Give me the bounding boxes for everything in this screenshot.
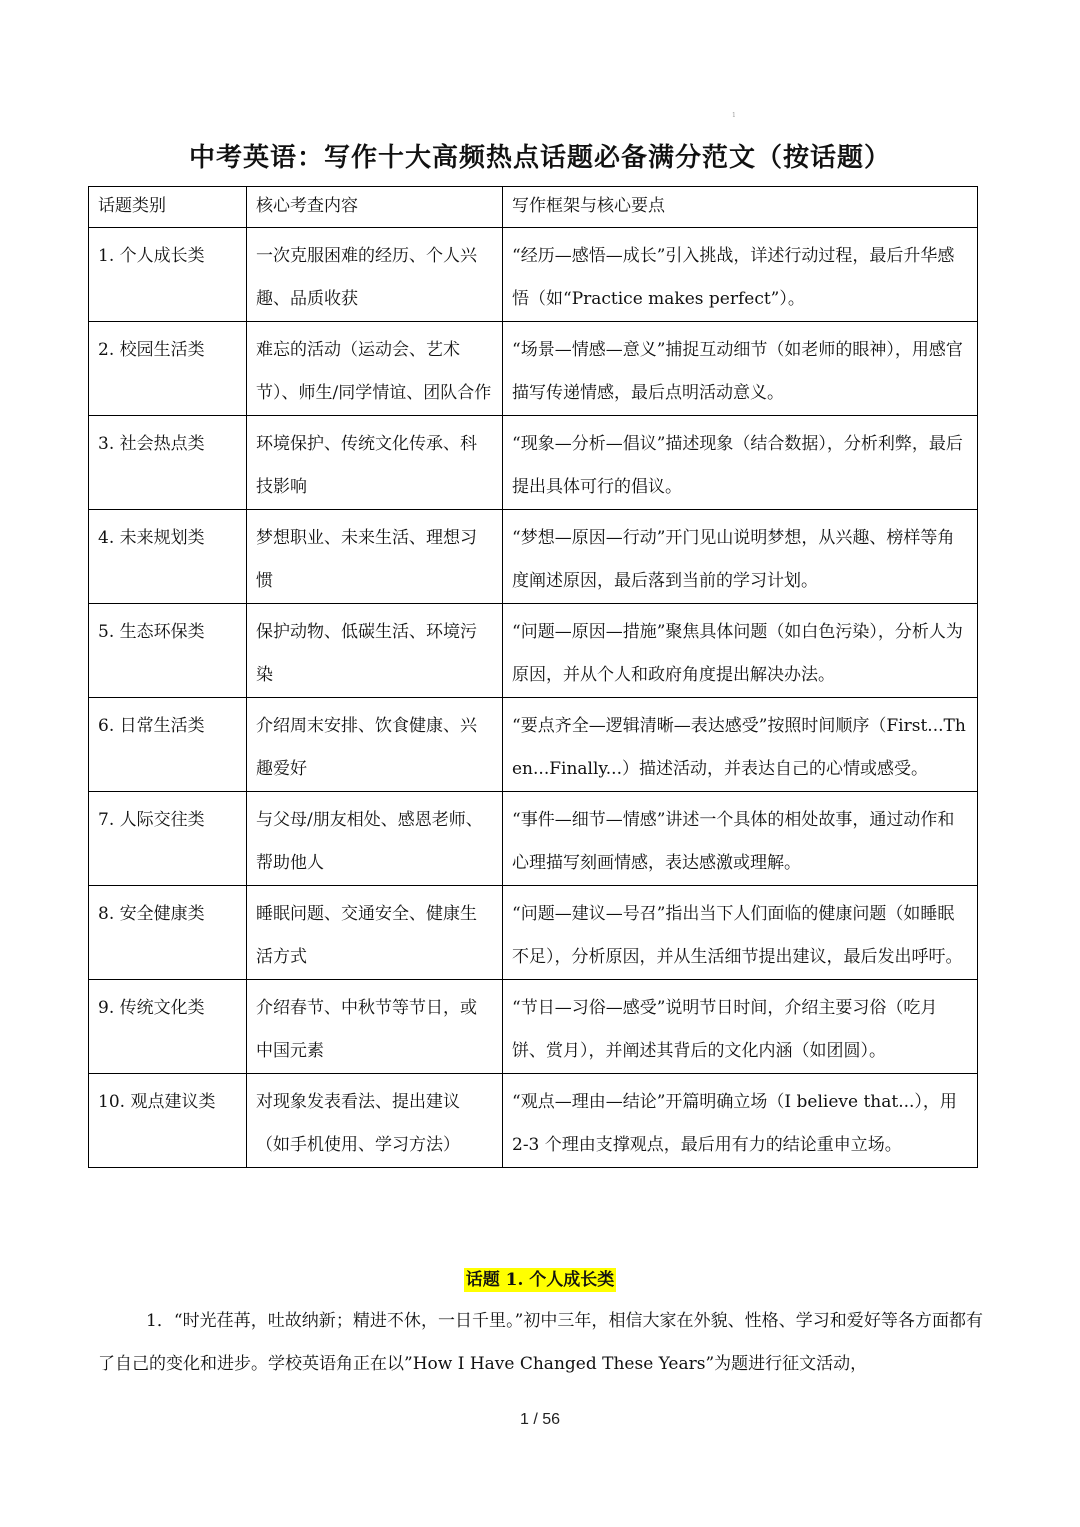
topic-content: 介绍春节、中秋节等节日，或中国元素 [247,980,503,1074]
topic-framework: “梦想—原因—行动”开门见山说明梦想，从兴趣、榜样等角度阐述原因，最后落到当前的学习计划。 [503,510,978,604]
corner-mark: 1 [732,112,736,119]
table-row [89,980,978,1074]
topic-content: 环境保护、传统文化传承、科技影响 [247,416,503,510]
topic-category: 4. 未来规划类 [89,510,247,604]
topic-category: 1. 个人成长类 [89,228,247,322]
topic-framework: “问题—原因—措施”聚焦具体问题（如白色污染），分析人为原因，并从个人和政府角度提出解决办法。 [503,604,978,698]
topic-framework: “事件—细节—情感”讲述一个具体的相处故事，通过动作和心理描写刻画情感，表达感激或理解。 [503,792,978,886]
page-title: 中考英语：写作十大高频热点话题必备满分范文（按话题） [188,143,891,173]
topic-category: 5. 生态环保类 [89,604,247,698]
topic-content: 一次克服困难的经历、个人兴趣、品质收获 [247,228,503,322]
topic-framework: “经历—感悟—成长”引入挑战，详述行动过程，最后升华感悟（如“Practice makes perfect”）。 [503,228,978,322]
topic-category: 9. 传统文化类 [89,980,247,1074]
table-row [89,698,978,792]
topic-content: 保护动物、低碳生活、环境污染 [247,604,503,698]
topic-category: 2. 校园生活类 [89,322,247,416]
table-row [89,886,978,980]
table-row [89,510,978,604]
topic-framework: “场景—情感—意义”捕捉互动细节（如老师的眼神），用感官描写传递情感，最后点明活动意义。 [503,322,978,416]
highlighted-heading-text: 话题 1. 个人成长类 [465,1270,615,1290]
column-header-content: 核心考查内容 [247,187,503,228]
table-row [89,416,978,510]
essay-prompt-paragraph: 1．“时光荏苒，吐故纳新；精进不休，一日千里。”初中三年，相信大家在外貌、性格、学习和爱好等各方面都有了自己的变化和进步。学校英语角正在以”How I Have Changed These Years”为题进行征文活动， [98,1311,983,1374]
topic-framework: “现象—分析—倡议”描述现象（结合数据），分析利弊，最后提出具体可行的倡议。 [503,416,978,510]
topic-content: 梦想职业、未来生活、理想习惯 [247,510,503,604]
table-row [89,1074,978,1168]
topic-category: 8. 安全健康类 [89,886,247,980]
topic-category: 3. 社会热点类 [89,416,247,510]
table-row [89,792,978,886]
column-header-category: 话题类别 [89,187,247,228]
table-row [89,604,978,698]
topic-framework: “观点—理由—结论”开篇明确立场（I believe that...），用 2-3 个理由支撑观点，最后用有力的结论重申立场。 [503,1074,978,1168]
topic-content: 与父母/朋友相处、感恩老师、帮助他人 [247,792,503,886]
table-row [89,228,978,322]
page-number: 1 / 56 [519,1411,561,1428]
topic-content: 难忘的活动（运动会、艺术节）、师生/同学情谊、团队合作 [247,322,503,416]
topics-table [88,186,978,1168]
table-row [89,322,978,416]
table-header-row [89,187,978,228]
topic-content: 睡眠问题、交通安全、健康生活方式 [247,886,503,980]
topic-category: 7. 人际交往类 [89,792,247,886]
topic-framework: “要点齐全—逻辑清晰—表达感受”按照时间顺序（First...Then...Finally...）描述活动，并表达自己的心情或感受。 [503,698,978,792]
section-heading [0,1262,1080,1295]
topic-category: 6. 日常生活类 [89,698,247,792]
topic-category: 10. 观点建议类 [89,1074,247,1168]
topic-content: 对现象发表看法、提出建议（如手机使用、学习方法） [247,1074,503,1168]
column-header-framework: 写作框架与核心要点 [503,187,978,228]
topic-content: 介绍周末安排、饮食健康、兴趣爱好 [247,698,503,792]
topic-framework: “节日—习俗—感受”说明节日时间，介绍主要习俗（吃月饼、赏月），并阐述其背后的文化内涵（如团圆）。 [503,980,978,1074]
topic-framework: “问题—建议—号召”指出当下人们面临的健康问题（如睡眠不足），分析原因，并从生活细节提出建议，最后发出呼吁。 [503,886,978,980]
